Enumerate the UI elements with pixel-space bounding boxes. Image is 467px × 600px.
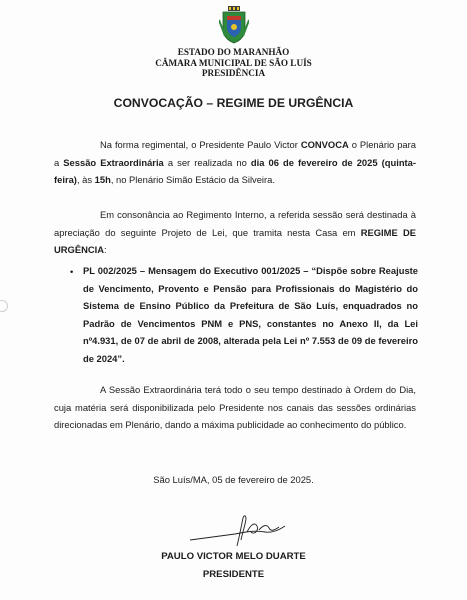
p1-text-2: o Plenário para a — [54, 139, 416, 168]
document-header — [0, 47, 467, 79]
header-chamber: CÂMARA MUNICIPAL DE SÃO LUÍS — [155, 57, 312, 68]
p1-session-date: dia 06 de fevereiro de 2025 (quinta-feira) — [54, 156, 417, 185]
document-date: São Luís/MA, 05 de fevereiro de 2025. — [153, 474, 314, 485]
p1-convoca: CONVOCA — [300, 139, 349, 150]
p1-text-5: , no Plenário Simão Estácio da Silveira. — [110, 174, 275, 185]
signatory-role: PRESIDENTE — [202, 569, 265, 580]
p2-text-1: Em consonância ao Regimento Interno, a referida sessão será destinada à apreciação do seguinte Projeto de Lei, que tramita nesta Casa em — [54, 209, 416, 238]
p2-text-2: : — [104, 244, 107, 255]
coat-of-arms-icon — [219, 6, 249, 44]
p3-text: A Sessão Extraordinária terá todo o seu tempo destinado à Ordem do Dia, cuja matéria será disponibilizada pelo Presidente nos canais das sessões ordinárias direcionadas em Plenário, dando a máxima publicidade ao conhecimento do público. — [54, 384, 416, 430]
p1-session-time: 15h — [94, 174, 111, 185]
paragraph-session-info — [54, 381, 416, 434]
signature-icon — [185, 510, 295, 550]
image-edge-marker — [0, 292, 8, 324]
p1-session-type: Sessão Extraordinária — [63, 156, 164, 168]
paragraph-convocation — [54, 136, 416, 189]
bullet-icon: • — [70, 266, 74, 277]
signatory-name: PAULO VICTOR MELO DUARTE — [161, 551, 306, 562]
header-presidency: PRESIDÊNCIA — [201, 68, 266, 78]
p1-text-3: a ser realizada no — [163, 156, 251, 168]
p1-text-1: Na forma regimental, o Presidente Paulo Victor — [100, 139, 301, 150]
p1-text-4: , às — [76, 174, 95, 185]
bill-description: PL 002/2025 – Mensagem do Executivo 001/2025 – “Dispõe sobre Reajuste de Vencimento, Provento e Pensão para Profissionais do Magistério do Sistema de Ensino Público da Prefeitura de São Luís, enquadrados no Padrão de Vencimentos PNM e PNS, constantes no Anexo II, da Lei nº4.931, de 07 de abril de 2008, alterada pela Lei nº 7.553 de 09 de fevereiro de 2024”. — [83, 265, 418, 364]
header-state: ESTADO DO MARANHÃO — [177, 47, 290, 57]
document-title: CONVOCAÇÃO – REGIME DE URGÊNCIA — [113, 96, 354, 110]
paragraph-agenda — [54, 206, 416, 259]
p2-urgency-regime: REGIME DE URGÊNCIA — [54, 226, 416, 255]
